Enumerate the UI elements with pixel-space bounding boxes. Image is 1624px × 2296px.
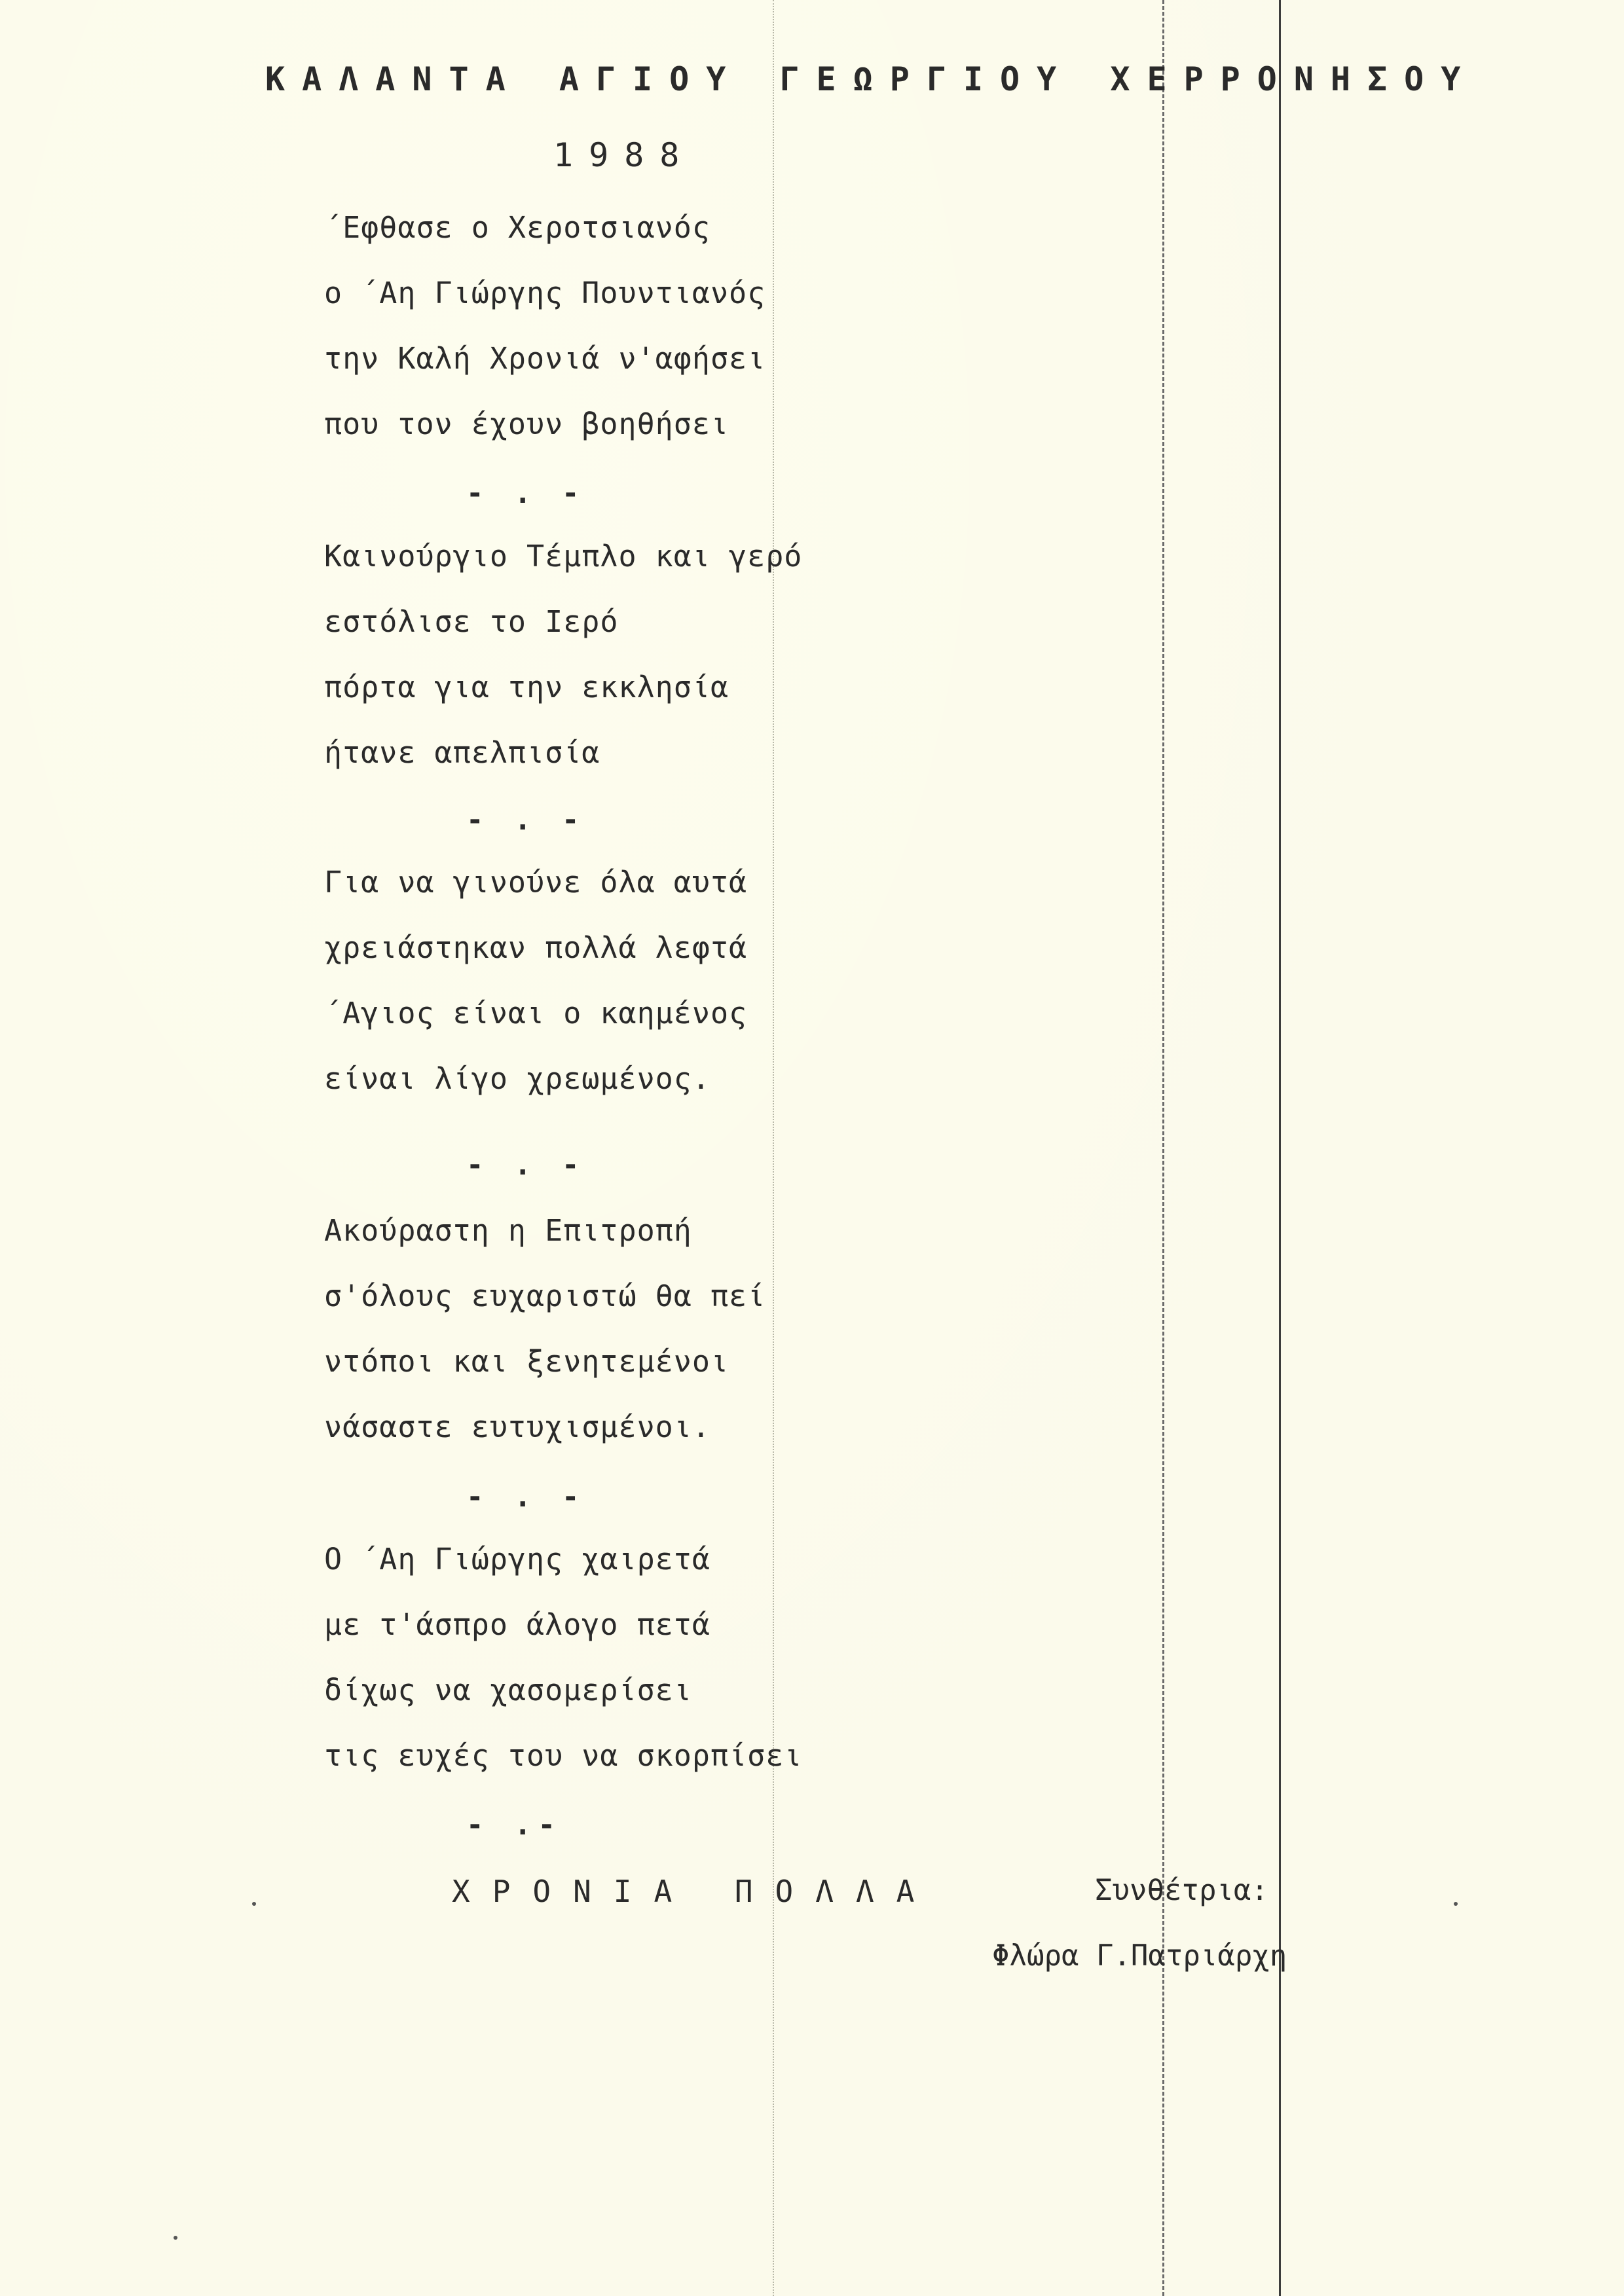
stanza-separator: - . - <box>466 803 586 837</box>
verse-line: νάσαστε ευτυχισμένοι. <box>324 1410 710 1444</box>
fold-line-left <box>773 0 774 2296</box>
stanza-separator: - . - <box>466 1480 586 1514</box>
stanza-5 <box>324 1527 802 1789</box>
verse-line: ΄Εφθασε ο Χεροτσιανός <box>324 210 710 245</box>
stanza-1 <box>324 195 766 457</box>
verse-line: Καινούργιο Τέμπλο και γερό <box>324 539 803 574</box>
year: 1988 <box>553 136 695 174</box>
closing-greeting: ΧΡΟΝΙΑ ΠΟΛΛΑ <box>452 1874 937 1909</box>
stanza-4 <box>324 1198 766 1460</box>
composer-label: Συνθέτρια: <box>1095 1874 1268 1907</box>
verse-line: πόρτα για την εκκλησία <box>324 670 729 704</box>
verse-line: ντόποι και ξενητεμένοι <box>324 1344 729 1379</box>
stanza-3 <box>324 850 747 1112</box>
verse-line: που τον έχουν βοηθήσει <box>324 407 729 441</box>
verse-line: χρειάστηκαν πολλά λεφτά <box>324 930 748 965</box>
composer-name: Φλώρα Γ.Πατριάρχη <box>992 1939 1287 1973</box>
verse-line: είναι λίγο χρεωμένος. <box>324 1061 710 1096</box>
verse-line: ήτανε απελπισία <box>324 735 600 770</box>
verse-line: με τ'άσπρο άλογο πετά <box>324 1607 710 1642</box>
verse-line: Ακούραστη η Επιτροπή <box>324 1213 692 1248</box>
stanza-separator: - .- <box>466 1808 562 1842</box>
verse-line: εστόλισε το Ιερό <box>324 604 619 639</box>
verse-line: ο ΄Αη Γιώργης Πουντιανός <box>324 276 766 310</box>
verse-line: Για να γινούνε όλα αυτά <box>324 865 748 900</box>
scan-speck <box>252 1902 256 1906</box>
verse-line: την Καλή Χρονιά ν'αφήσει <box>324 341 766 376</box>
verse-line: Ο ΄Αη Γιώργης χαιρετά <box>324 1542 710 1576</box>
stanza-separator: - . - <box>466 1148 586 1182</box>
stanza-separator: - . - <box>466 477 586 510</box>
scan-speck <box>174 2236 177 2240</box>
scan-speck <box>1454 1902 1458 1906</box>
stanza-2 <box>324 524 802 786</box>
verse-line: τις ευχές του να σκορπίσει <box>324 1738 803 1773</box>
verse-line: ΄Αγιος είναι ο καημένος <box>324 996 748 1030</box>
verse-line: σ'όλους ευχαριστώ θα πεί <box>324 1279 766 1313</box>
page-title: ΚΑΛΑΝΤΑ ΑΓΙΟΥ ΓΕΩΡΓΙΟΥ ΧΕΡΡΟΝΗΣΟΥ <box>265 60 1478 98</box>
verse-line: δίχως να χασομερίσει <box>324 1673 692 1707</box>
